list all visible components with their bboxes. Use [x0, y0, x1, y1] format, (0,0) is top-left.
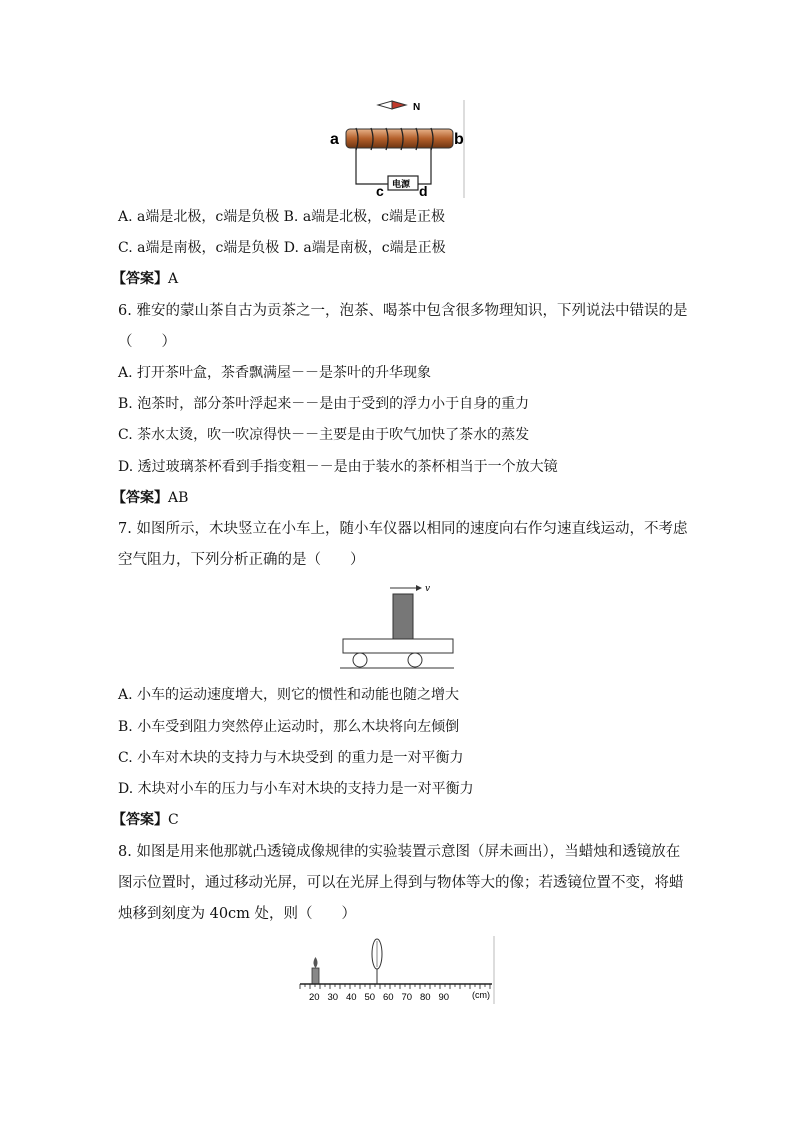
label-c: c: [376, 183, 384, 199]
answer-prefix: 【答案】: [112, 490, 168, 506]
answer-value: C: [168, 812, 179, 828]
cart-figure: [340, 582, 458, 672]
solenoid-figure: [328, 98, 468, 200]
ruler-tick-label: 40: [346, 992, 357, 1003]
velocity-label: v: [425, 584, 431, 594]
q8-stem-line2: 图示位置时，通过移动光屏，可以在光屏上得到与物体等大的像；若透镜位置不变，将蜡: [118, 875, 684, 891]
q7-option-d: D. 木块对小车的压力与小车对木块的支持力是一对平衡力: [118, 781, 474, 797]
q5-options-ab: A. a端是北极，c端是负极 B. a端是北极，c端是正极: [118, 209, 446, 225]
optical-bench-figure: [298, 934, 498, 1006]
q8-stem-line3: 烛移到刻度为 40cm 处，则（ ）: [118, 906, 357, 922]
q6-answer: [112, 489, 188, 507]
q6-option-b: B. 泡茶时，部分茶叶浮起来－－是由于受到的浮力小于自身的重力: [118, 396, 530, 412]
q5-answer: [112, 270, 178, 288]
answer-prefix: 【答案】: [112, 271, 168, 287]
q5-options-cd: C. a端是南极，c端是负极 D. a端是南极，c端是正极: [118, 240, 446, 256]
q6-option-c: C. 茶水太烫，吹一吹凉得快－－主要是由于吹气加快了茶水的蒸发: [118, 427, 530, 443]
q7-option-a: A. 小车的运动速度增大，则它的惯性和动能也随之增大: [118, 687, 460, 703]
q7-option-c: C. 小车对木块的支持力与木块受到 的重力是一对平衡力: [118, 750, 464, 766]
ruler-tick-label: 90: [438, 992, 450, 1003]
ruler-tick-label: 60: [383, 992, 394, 1003]
q6-stem-line1: 6. 雅安的蒙山茶自古为贡茶之一，泡茶、喝茶中包含很多物理知识，下列说法中错误的是: [118, 303, 688, 319]
q8-stem-line1: 8. 如图是用来他那就凸透镜成像规律的实验装置示意图（屏未画出），当蜡烛和透镜放在: [118, 844, 681, 860]
q7-option-b: B. 小车受到阻力突然停止运动时，那么木块将向左倾倒: [118, 719, 460, 735]
q6-option-a: A. 打开茶叶盒，茶香飘满屋－－是茶叶的升华现象: [118, 365, 432, 381]
label-a: a: [330, 131, 339, 148]
label-n: N: [413, 102, 421, 113]
ruler-tick-label: 80: [420, 992, 431, 1003]
q7-stem-line1: 7. 如图所示，木块竖立在小车上，随小车仪器以相同的速度向右作匀速直线运动，不考虑: [118, 521, 688, 537]
ruler-tick-label: 70: [401, 992, 413, 1003]
q7-stem-line2: 空气阻力，下列分析正确的是（ ）: [118, 552, 365, 568]
label-b: b: [454, 131, 464, 148]
answer-value: AB: [168, 490, 189, 506]
answer-value: A: [168, 271, 179, 287]
ruler-unit: (cm): [472, 990, 490, 1000]
q6-stem-line2: （ ）: [118, 334, 176, 350]
label-d: d: [419, 183, 428, 199]
ruler-tick-label: 20: [309, 992, 320, 1003]
q6-option-d: D. 透过玻璃茶杯看到手指变粗－－是由于装水的茶杯相当于一个放大镜: [118, 459, 558, 475]
ruler-tick-label: 30: [327, 992, 339, 1003]
ruler-tick-label: 50: [364, 992, 376, 1003]
battery-label: 电源: [392, 180, 411, 190]
answer-prefix: 【答案】: [112, 812, 168, 828]
q7-answer: [112, 811, 179, 829]
